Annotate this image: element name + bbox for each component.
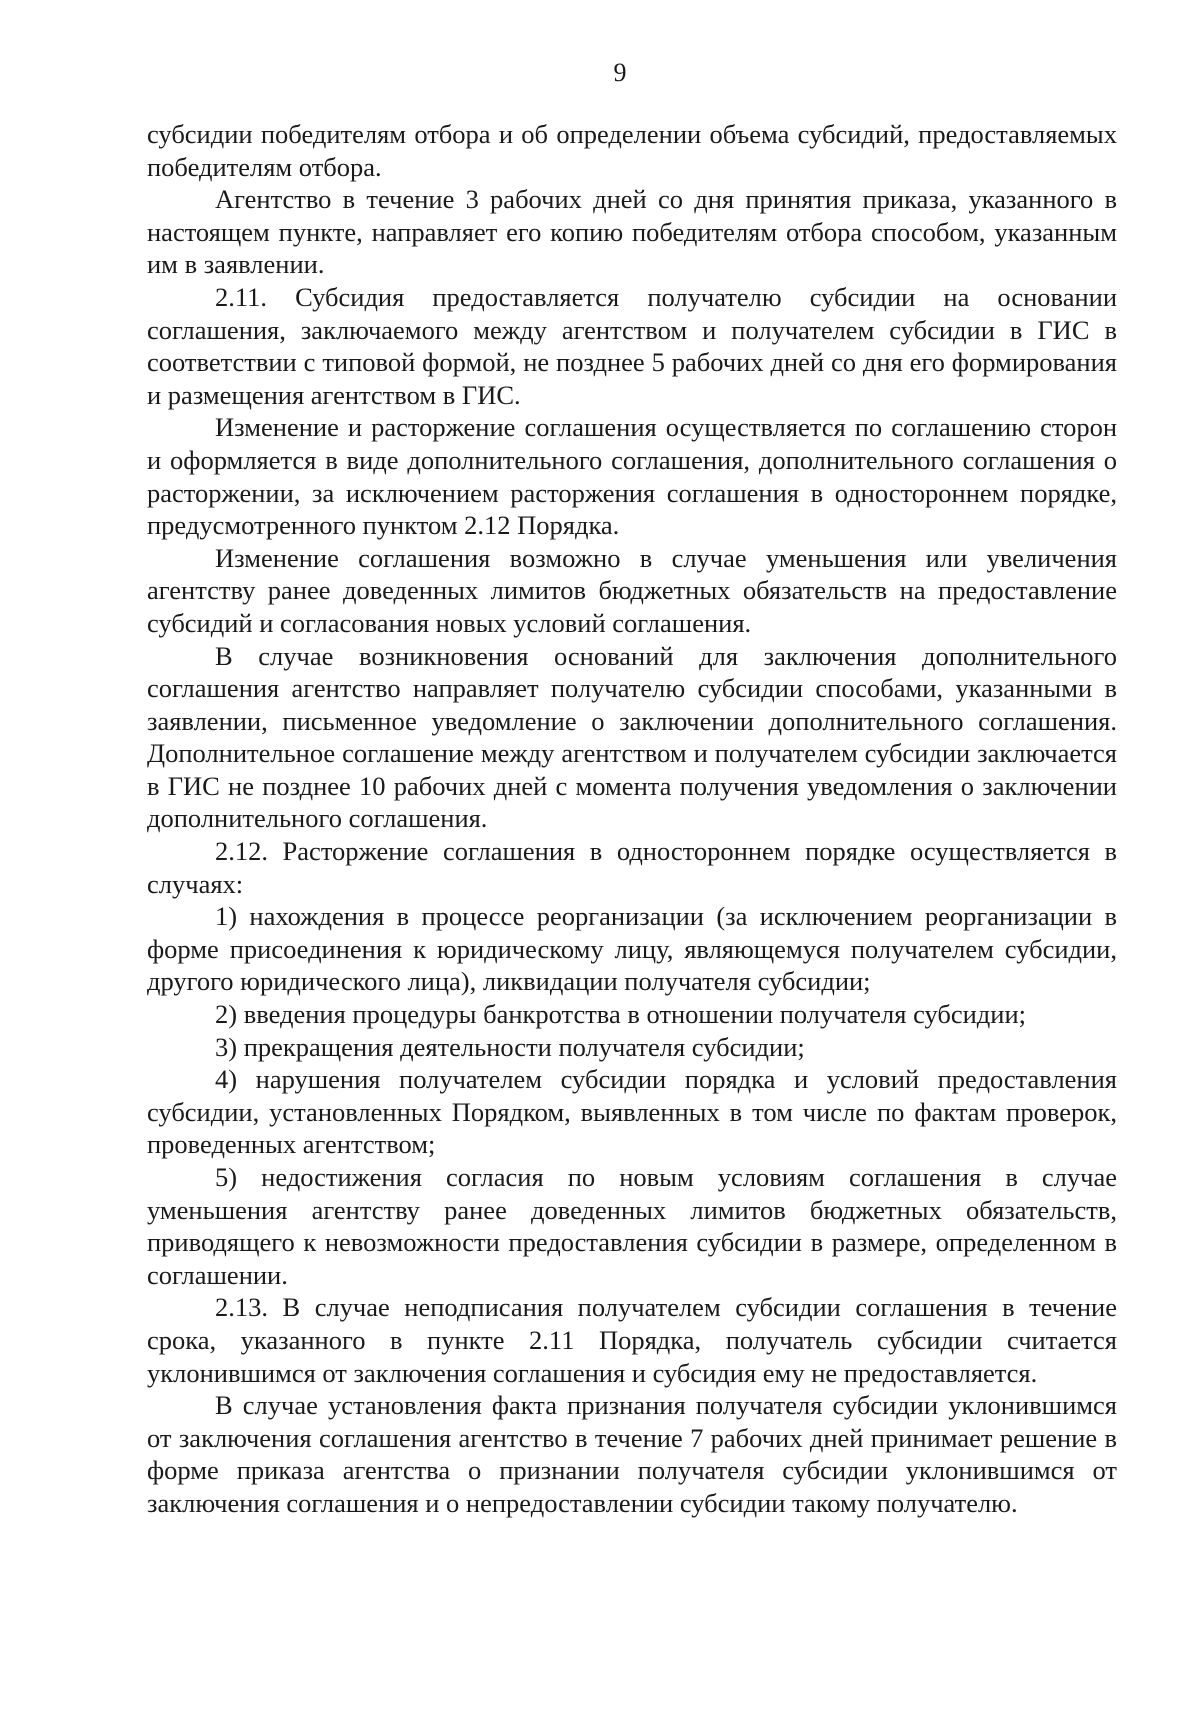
list-item: 4) нарушения получателем субсидии порядка и условий предоставления субсидии, установленных Порядком, выявленных в том числе по фактам проверок, проведенных агентством; — [147, 1064, 1117, 1160]
paragraph: Изменение соглашения возможно в случае уменьшения или увеличения агентству ранее доведенных лимитов бюджетных обязательств на предоставление субсидий и согласования новых условий соглашения. — [147, 542, 1117, 638]
paragraph-continuation: субсидии победителям отбора и об определении объема субсидий, предоставляемых победителям отбора. — [147, 119, 1117, 182]
list-item: 5) недостижения согласия по новым условиям соглашения в случае уменьшения агентству ранее доведенных лимитов бюджетных обязательств, приводящего к невозможности предоставления субсидии в размере, определенном в соглашении. — [147, 1162, 1117, 1290]
document-body — [147, 118, 1117, 1520]
paragraph: Изменение и расторжение соглашения осуществляется по соглашению сторон и оформляется в виде дополнительного соглашения, дополнительного соглашения о расторжении, за исключением расторжения соглашения в одностороннем порядке, предусмотренного пунктом 2.12 Порядка. — [147, 412, 1117, 541]
paragraph: Агентство в течение 3 рабочих дней со дня принятия приказа, указанного в настоящем пункте, направляет его копию победителям отбора способом, указанным им в заявлении. — [147, 184, 1117, 280]
list-item: 3) прекращения деятельности получателя субсидии; — [215, 1031, 805, 1062]
paragraph-clause-2-12: 2.12. Расторжение соглашения в одностороннем порядке осуществляется в случаях: — [147, 836, 1117, 899]
paragraph: В случае возникновения оснований для заключения дополнительного соглашения агентство направляет получателю субсидии способами, указанными в заявлении, письменное уведомление о заключении дополнительного соглашения. Дополнительное соглашение между агентством и получателем субсидии заключается в ГИС не позднее 10 рабочих дней с момента получения уведомления о заключении дополнительного соглашения. — [147, 640, 1117, 834]
page-number: 9 — [613, 58, 627, 87]
paragraph: В случае установления факта признания получателя субсидии уклонившимся от заключения соглашения агентство в течение 7 рабочих дней принимает решение в форме приказа агентства о признании получателя субсидии уклонившимся от заключения соглашения и о непредоставлении субсидии такому получателю. — [147, 1390, 1117, 1518]
list-item: 1) нахождения в процессе реорганизации (за исключением реорганизации в форме присоединения к юридическому лицу, являющемуся получателем субсидии, другого юридического лица), ликвидации получателя субсидии; — [147, 901, 1117, 997]
list-item: 2) введения процедуры банкротства в отношении получателя субсидии; — [215, 999, 1027, 1030]
paragraph-clause-2-13: 2.13. В случае неподписания получателем субсидии соглашения в течение срока, указанного в пункте 2.11 Порядка, получатель субсидии считается уклонившимся от заключения соглашения и субсидия ему не предоставляется. — [147, 1292, 1117, 1388]
paragraph-clause-2-11: 2.11. Субсидия предоставляется получателю субсидии на основании соглашения, заключаемого между агентством и получателем субсидии в ГИС в соответствии с типовой формой, не позднее 5 рабочих дней со дня его формирования и размещения агентством в ГИС. — [147, 281, 1117, 410]
